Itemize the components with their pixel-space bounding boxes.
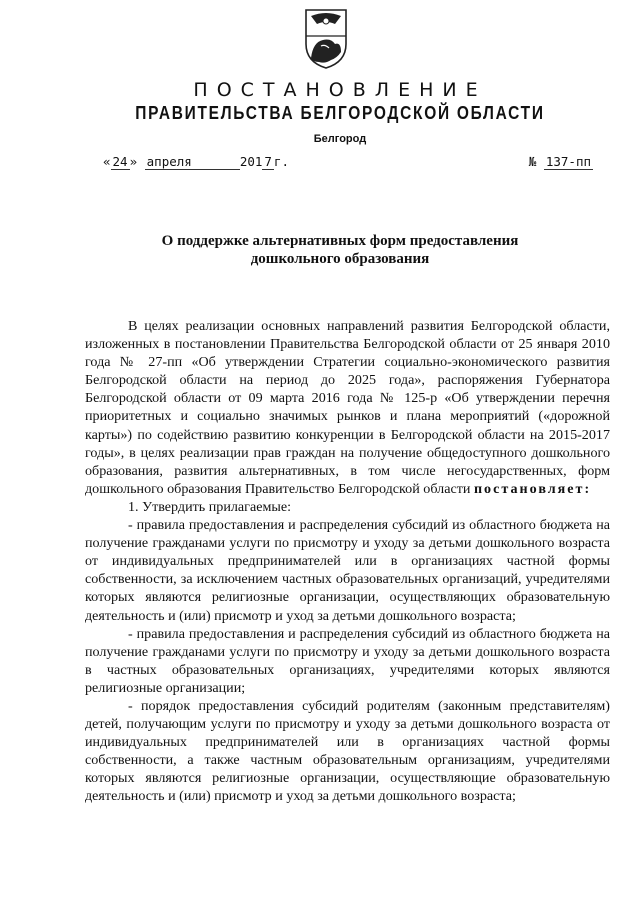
document-title [0,232,640,268]
bullet-2: - правила предоставления и распределения субсидий из областного бюджета на получение гражданами услуги по присмотру и уходу за детьми дошкольного возраста в частных образовательных организациях, учредителями которых являются религиозные организации; [85,625,610,696]
document-type-heading: ПОСТАНОВЛЕНИЕ [193,79,487,101]
title-line-1: О поддержке альтернативных форм предоставления [161,233,519,249]
authority-heading: ПРАВИТЕЛЬСТВА БЕЛГОРОДСКОЙ ОБЛАСТИ [135,103,545,123]
document-number [529,154,593,169]
document-body [85,317,610,806]
date-day: 24 [112,154,128,169]
bullet-1: - правила предоставления и распределения субсидий из областного бюджета на получение гражданами услуги по присмотру и уходу за детьми дошкольного возраста от индивидуальных предпринимателей или в организациях частной формы собственности, за исключением частных образовательных организаций, учредителями которых являются религиозные организации, осуществляющих образовательную деятельность и (или) присмотр и уход за детьми дошкольного возраста; [85,517,610,624]
quote-close: » [129,154,138,169]
date-year-suffix: 7 [264,154,272,169]
date-year-prefix: 201 [239,154,263,169]
bullet-3: - порядок предоставления субсидий родителям (законным представителям) детей, получающим услуги по присмотру и уходу за детьми дошкольного возраста от индивидуальных предпринимателей или в организациях частной формы собственности, а также частным образовательным организациям, учредителями которых являются религиозные организации, осуществляющие образовательную деятельность и (или) присмотр и уход за детьми дошкольного возраста; [85,697,610,805]
number-label: № [528,154,537,169]
title-line-2: дошкольного образования [250,251,430,267]
date-month: апреля [145,154,240,170]
quote-open: « [103,154,111,169]
preamble-paragraph [85,317,610,498]
date-number-line [103,154,593,169]
date-year-end: г. [273,154,289,169]
city-label: Белгород [313,133,367,145]
number-value: 137-пп [545,154,591,169]
item-1: 1. Утвердить прилагаемые: [128,498,292,515]
preamble-text: В целях реализации основных направлений развития Белгородской области, изложенных в постановлении Правительства Белгородской области от 25 января 2010 года № 27-пп «Об утверждении Стратегии социально-экономического развития Белгородской области на период до 2025 года», распоряжения Губернатора Белгородской области от 09 марта 2016 года № 125-р «Об утверждении перечня приоритетных и социально значимых рынков и плана мероприятий («дорожной карты») по содействию развитию конкуренции в Белгородской области на 2015-2017 годы», в целях реализации прав граждан на получение общедоступного дошкольного образования, развития альтернативных, в том числе негосударственных, форм дошкольного образования Правительство Белгородской области [85,318,610,497]
resolves-word: постановляет: [473,480,592,497]
coat-of-arms-emblem [301,6,351,70]
